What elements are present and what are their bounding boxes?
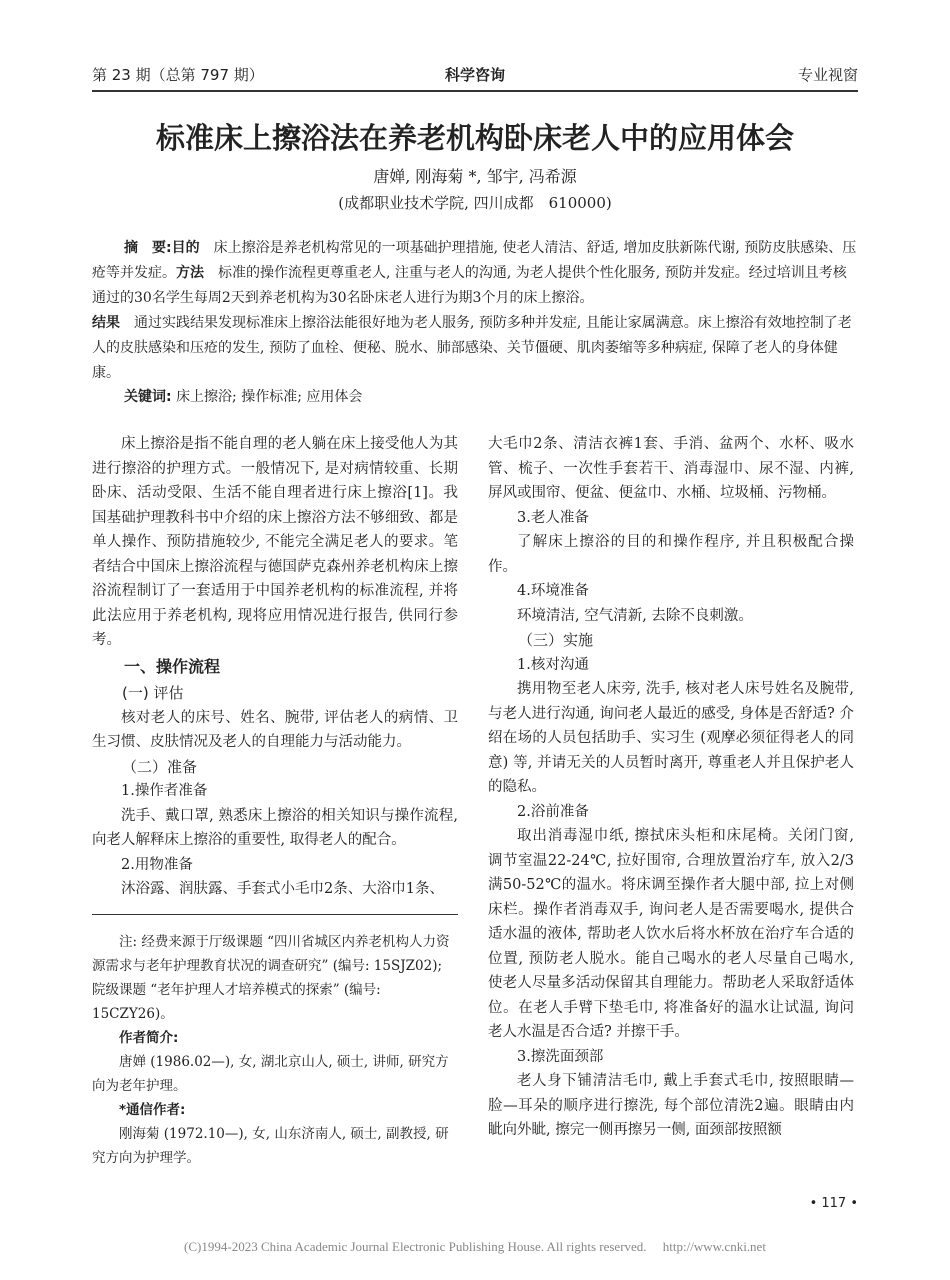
sub-subheading: 2.用物准备 — [121, 856, 193, 873]
paragraph: 核对老人的床号、姓名、腕带, 评估老人的病情、卫生习惯、皮肤情况及老人的自理能力与活动能力。 — [92, 709, 458, 750]
abstract-label: 摘 要: — [124, 240, 172, 256]
page-number: • 117 • — [809, 1196, 858, 1211]
paragraph: 老人身下铺清洁毛巾, 戴上手套式毛巾, 按照眼睛—脸—耳朵的顺序进行擦洗, 每个部位清洗2遍。眼睛由内眦向外眦, 擦完一侧再擦另一侧, 面颈部按照额 — [488, 1073, 854, 1138]
paragraph: 携用物至老人床旁, 洗手, 核对老人床号姓名及腕带, 与老人进行沟通, 询问老人最近的感受, 身体是否舒适? 介绍在场的人员包括助手、实习生 (观摩必须征得老人的同意) 等, 并请无关的人员暂时离开, 尊重老人并且保护老人的隐私。 — [488, 681, 854, 795]
method-label: 方法 — [176, 265, 204, 281]
section-heading: 一、操作流程 — [124, 656, 221, 676]
sub-subheading: 2.浴前准备 — [517, 803, 589, 820]
running-header — [92, 64, 858, 88]
paragraph: 洗手、戴口罩, 熟悉床上擦浴的相关知识与操作流程, 向老人解释床上擦浴的重要性, 取得老人的配合。 — [92, 807, 458, 848]
keywords — [124, 386, 362, 406]
funding-note: 注: 经费来源于厅级课题 “四川省城区内养老机构人力资源需求与老年护理教育状况的调查研究” (编号: 15SJZ02); 院级课题 “老年护理人才培养模式的探索” (编号: 15CZY26)。 — [92, 934, 450, 1022]
keywords-text: 床上擦浴; 操作标准; 应用体会 — [176, 389, 363, 405]
paper-title: 标准床上擦浴法在养老机构卧床老人中的应用体会 — [155, 121, 794, 155]
paragraph: 取出消毒湿巾纸, 擦拭床头柜和床尾椅。关闭门窗, 调节室温22-24℃, 拉好围帘, 合理放置治疗车, 放入2/3满50-52℃的温水。将床调至操作者大腿中部, 拉上对侧床栏。操作者消毒双手, 询问老人是否需要喝水, 提供合适水温的液体, 帮助老人饮水后将水杯放在治疗车合适的位置, 预防老人脱水。能自己喝水的老人尽量自己喝水, 使老人尽量多活动保留其自理能力。帮助老人采取舒适体位。在老人手臂下垫毛巾, 将准备好的温水让试温, 询问老人水温是否合适? 并擦干手。 — [488, 828, 854, 1040]
abstract-result: 通过实践结果发现标准床上擦浴法能很好地为老人服务, 预防多种并发症, 且能让家属满意。床上擦浴有效地控制了老人的皮肤感染和压疮的发生, 预防了血栓、便秘、脱水、肺部感染、关节僵硬、肌肉萎缩等多种病症, 保障了老人的身体健康。 — [92, 315, 852, 381]
paragraph: 大毛巾2条、清洁衣裤1套、手消、盆两个、水杯、吸水管、梳子、一次性手套若干、消毒湿巾、尿不湿、内裤, 屏风或围帘、便盆、便盆巾、水桶、垃圾桶、污物桶。 — [488, 436, 854, 501]
journal-name: 科学咨询 — [444, 66, 505, 84]
issue-info: 第 23 期（总第 797 期） — [92, 66, 264, 84]
result-label: 结果 — [92, 315, 120, 331]
abstract — [92, 236, 858, 386]
sub-subheading: 3.老人准备 — [517, 509, 589, 526]
author-bio-label: 作者简介: — [119, 1030, 179, 1046]
subsection-heading: （二）准备 — [122, 757, 198, 776]
corresponding-label: *通信作者: — [119, 1102, 186, 1118]
abstract-goal: 床上擦浴是养老机构常见的一项基础护理措施, 使老人清洁、舒适, 增加皮肤新陈代谢, 预防皮肤感染、压疮等并发症。 — [92, 240, 857, 281]
subsection-heading: （三）实施 — [518, 631, 594, 649]
column-name: 专业视窗 — [797, 66, 858, 84]
keywords-label: 关键词: — [124, 389, 172, 405]
subsection-heading: (一) 评估 — [122, 684, 184, 702]
abstract-method: 标准的操作流程更尊重老人, 注重与老人的沟通, 为老人提供个性化服务, 预防并发症。经过培训且考核通过的30名学生每周2天到养老机构为30名卧床老人进行为期3个月的床上擦浴。 — [92, 265, 847, 306]
footnotes — [92, 930, 458, 1170]
corresponding-bio: 刚海菊 (1972.10—), 女, 山东济南人, 硕士, 副教授, 研究方向为护理学。 — [92, 1126, 449, 1166]
sub-subheading: 1.操作者准备 — [121, 783, 208, 799]
footnote-rule — [92, 914, 458, 915]
paragraph: 了解床上擦浴的目的和操作程序, 并且积极配合操作。 — [488, 534, 854, 575]
affiliation: (成都职业技术学院, 四川成都 610000) — [338, 194, 612, 212]
intro-paragraph: 床上擦浴是指不能自理的老人躺在床上接受他人为其进行擦浴的护理方式。一般情况下, 是对病情较重、长期卧床、活动受限、生活不能自理者进行床上擦浴[1]。我国基础护理教科书中介绍的床上擦浴方法不够细致、都是单人操作、预防措施较少, 不能完全满足老人的要求。笔者结合中国床上擦浴流程与德国萨克森州养老机构床上擦浴流程制订了一套适用于中国养老机构的标准流程, 并将此法应用于养老机构, 现将应用情况进行报告, 供同行参考。 — [92, 436, 458, 648]
goal-label: 目的 — [171, 240, 200, 256]
sub-subheading: 1.核对沟通 — [517, 656, 589, 673]
author-bio: 唐婵 (1986.02—), 女, 湖北京山人, 硕士, 讲师, 研究方向为老年护理。 — [92, 1054, 449, 1094]
authors: 唐婵, 刚海菊 *, 邹宇, 冯希源 — [373, 167, 577, 186]
sub-subheading: 3.擦洗面颈部 — [517, 1048, 604, 1065]
copyright-watermark: (C)1994-2023 China Academic Journal Electronic Publishing House. All rights reserved. http://www.cnki.net — [184, 1239, 766, 1254]
right-column — [488, 432, 854, 1143]
paragraph: 环境清洁, 空气清新, 去除不良刺激。 — [517, 607, 753, 624]
left-column — [92, 432, 458, 902]
header-rule — [92, 90, 858, 92]
paragraph: 沐浴露、润肤露、手套式小毛巾2条、大浴巾1条、 — [121, 881, 444, 897]
sub-subheading: 4.环境准备 — [517, 583, 589, 599]
